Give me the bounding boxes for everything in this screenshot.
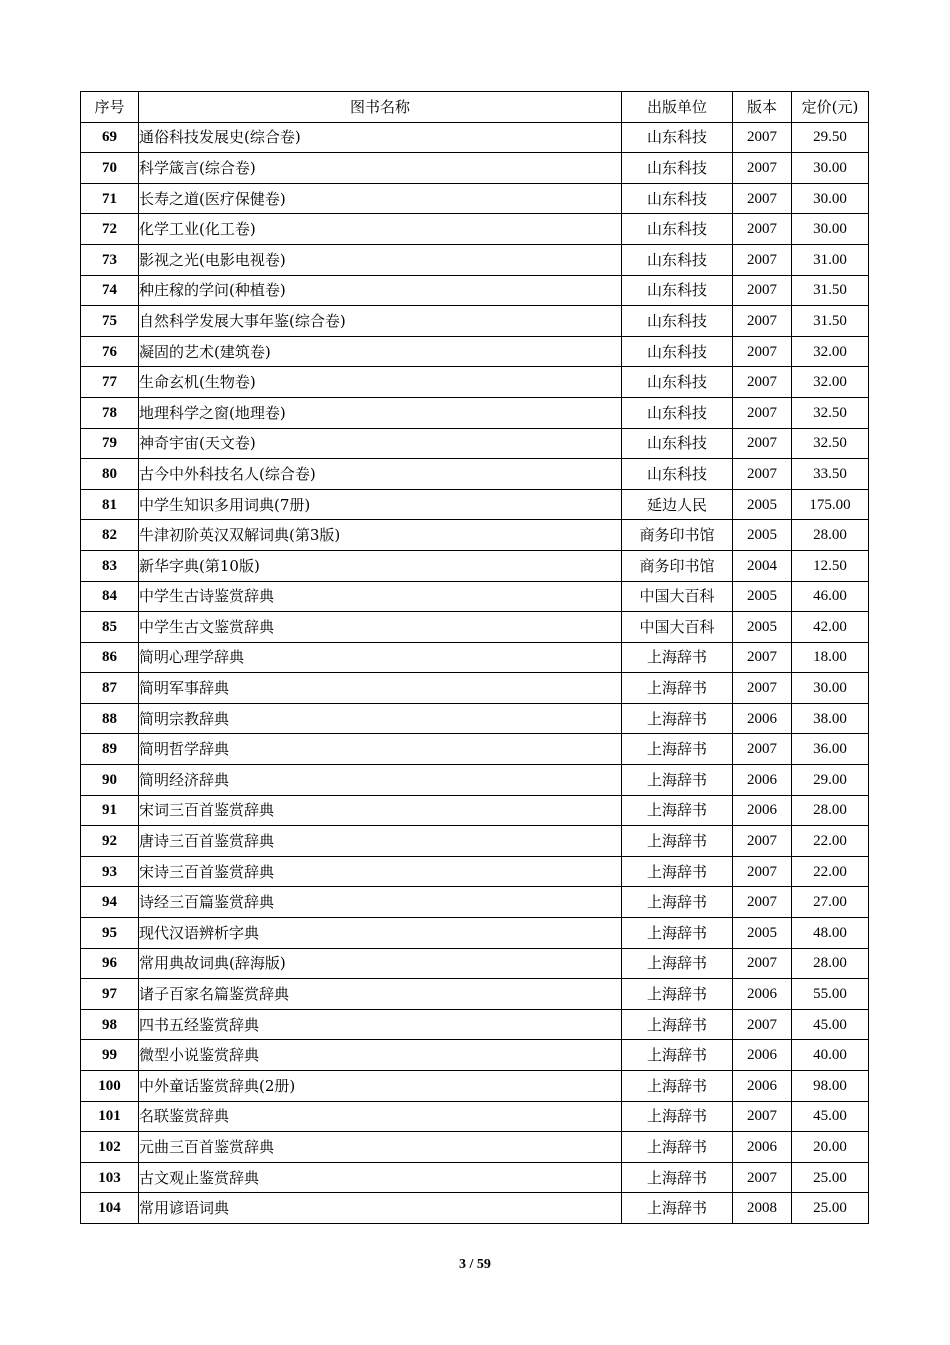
cell-edition: 2005 (733, 612, 792, 643)
cell-price: 30.00 (792, 183, 869, 214)
cell-edition: 2007 (733, 459, 792, 490)
table-row (81, 367, 869, 398)
cell-seq: 81 (81, 489, 139, 520)
table-row (81, 153, 869, 184)
cell-seq: 73 (81, 244, 139, 275)
cell-publisher: 山东科技 (622, 336, 733, 367)
cell-price: 18.00 (792, 642, 869, 673)
header-title: 图书名称 (139, 92, 622, 123)
cell-seq: 88 (81, 703, 139, 734)
cell-edition: 2006 (733, 979, 792, 1010)
cell-publisher: 上海辞书 (622, 765, 733, 796)
table-row (81, 428, 869, 459)
cell-title: 宋词三百首鉴赏辞典 (139, 795, 622, 826)
cell-publisher: 山东科技 (622, 122, 733, 153)
cell-seq: 69 (81, 122, 139, 153)
table-row (81, 244, 869, 275)
cell-edition: 2007 (733, 673, 792, 704)
cell-edition: 2007 (733, 1101, 792, 1132)
table-row (81, 306, 869, 337)
cell-price: 45.00 (792, 1101, 869, 1132)
cell-seq: 85 (81, 612, 139, 643)
cell-price: 22.00 (792, 826, 869, 857)
cell-seq: 70 (81, 153, 139, 184)
cell-price: 32.00 (792, 367, 869, 398)
table-row (81, 1040, 869, 1071)
table-row (81, 642, 869, 673)
cell-price: 45.00 (792, 1009, 869, 1040)
cell-edition: 2007 (733, 275, 792, 306)
table-row (81, 581, 869, 612)
cell-price: 31.50 (792, 275, 869, 306)
cell-title: 化学工业(化工卷) (139, 214, 622, 245)
cell-publisher: 山东科技 (622, 214, 733, 245)
cell-publisher: 上海辞书 (622, 734, 733, 765)
cell-title: 种庄稼的学问(种植卷) (139, 275, 622, 306)
cell-title: 长寿之道(医疗保健卷) (139, 183, 622, 214)
cell-edition: 2005 (733, 489, 792, 520)
cell-edition: 2006 (733, 765, 792, 796)
header-price: 定价(元) (792, 92, 869, 123)
book-list-table (80, 91, 869, 1224)
cell-price: 31.00 (792, 244, 869, 275)
cell-edition: 2008 (733, 1193, 792, 1224)
cell-title: 古今中外科技名人(综合卷) (139, 459, 622, 490)
table-row (81, 887, 869, 918)
cell-edition: 2007 (733, 214, 792, 245)
cell-title: 科学箴言(综合卷) (139, 153, 622, 184)
table-row (81, 336, 869, 367)
table-row (81, 1162, 869, 1193)
header-edition: 版本 (733, 92, 792, 123)
table-row (81, 489, 869, 520)
cell-title: 诸子百家名篇鉴赏辞典 (139, 979, 622, 1010)
cell-edition: 2007 (733, 122, 792, 153)
cell-title: 微型小说鉴赏辞典 (139, 1040, 622, 1071)
cell-title: 古文观止鉴赏辞典 (139, 1162, 622, 1193)
cell-title: 名联鉴赏辞典 (139, 1101, 622, 1132)
cell-title: 简明经济辞典 (139, 765, 622, 796)
cell-title: 中外童话鉴赏辞典(2册) (139, 1071, 622, 1102)
cell-price: 28.00 (792, 795, 869, 826)
cell-publisher: 上海辞书 (622, 795, 733, 826)
cell-price: 29.00 (792, 765, 869, 796)
cell-title: 新华字典(第10版) (139, 550, 622, 581)
cell-publisher: 上海辞书 (622, 948, 733, 979)
table-row (81, 1071, 869, 1102)
cell-seq: 72 (81, 214, 139, 245)
cell-publisher: 上海辞书 (622, 642, 733, 673)
cell-title: 牛津初阶英汉双解词典(第3版) (139, 520, 622, 551)
cell-title: 凝固的艺术(建筑卷) (139, 336, 622, 367)
cell-publisher: 上海辞书 (622, 673, 733, 704)
cell-edition: 2007 (733, 642, 792, 673)
cell-edition: 2006 (733, 1040, 792, 1071)
cell-seq: 83 (81, 550, 139, 581)
cell-seq: 87 (81, 673, 139, 704)
cell-title: 元曲三百首鉴赏辞典 (139, 1132, 622, 1163)
cell-publisher: 上海辞书 (622, 1193, 733, 1224)
cell-price: 22.00 (792, 856, 869, 887)
table-row (81, 1132, 869, 1163)
table-row (81, 550, 869, 581)
cell-edition: 2007 (733, 948, 792, 979)
cell-price: 98.00 (792, 1071, 869, 1102)
cell-seq: 93 (81, 856, 139, 887)
cell-title: 简明军事辞典 (139, 673, 622, 704)
cell-edition: 2007 (733, 153, 792, 184)
cell-title: 简明哲学辞典 (139, 734, 622, 765)
cell-price: 29.50 (792, 122, 869, 153)
cell-edition: 2007 (733, 1162, 792, 1193)
cell-edition: 2006 (733, 795, 792, 826)
cell-publisher: 上海辞书 (622, 703, 733, 734)
cell-price: 27.00 (792, 887, 869, 918)
cell-price: 28.00 (792, 948, 869, 979)
cell-publisher: 上海辞书 (622, 887, 733, 918)
cell-title: 宋诗三百首鉴赏辞典 (139, 856, 622, 887)
cell-publisher: 商务印书馆 (622, 550, 733, 581)
cell-publisher: 山东科技 (622, 183, 733, 214)
cell-seq: 95 (81, 918, 139, 949)
table-row (81, 1009, 869, 1040)
cell-price: 32.50 (792, 428, 869, 459)
cell-price: 38.00 (792, 703, 869, 734)
cell-publisher: 上海辞书 (622, 856, 733, 887)
cell-title: 唐诗三百首鉴赏辞典 (139, 826, 622, 857)
cell-publisher: 山东科技 (622, 244, 733, 275)
cell-edition: 2007 (733, 244, 792, 275)
cell-edition: 2006 (733, 703, 792, 734)
table-row (81, 826, 869, 857)
cell-price: 30.00 (792, 214, 869, 245)
cell-title: 现代汉语辨析字典 (139, 918, 622, 949)
cell-publisher: 上海辞书 (622, 1071, 733, 1102)
cell-edition: 2007 (733, 734, 792, 765)
cell-title: 地理科学之窗(地理卷) (139, 397, 622, 428)
cell-publisher: 上海辞书 (622, 1009, 733, 1040)
cell-price: 32.50 (792, 397, 869, 428)
cell-publisher: 中国大百科 (622, 612, 733, 643)
table-row (81, 1193, 869, 1224)
cell-publisher: 上海辞书 (622, 1162, 733, 1193)
cell-edition: 2007 (733, 397, 792, 428)
cell-title: 中学生古文鉴赏辞典 (139, 612, 622, 643)
cell-price: 46.00 (792, 581, 869, 612)
cell-price: 31.50 (792, 306, 869, 337)
cell-edition: 2007 (733, 428, 792, 459)
cell-price: 36.00 (792, 734, 869, 765)
cell-title: 简明宗教辞典 (139, 703, 622, 734)
cell-publisher: 中国大百科 (622, 581, 733, 612)
header-publisher: 出版单位 (622, 92, 733, 123)
cell-seq: 89 (81, 734, 139, 765)
cell-publisher: 山东科技 (622, 428, 733, 459)
cell-seq: 75 (81, 306, 139, 337)
cell-price: 12.50 (792, 550, 869, 581)
cell-edition: 2005 (733, 520, 792, 551)
cell-price: 32.00 (792, 336, 869, 367)
cell-publisher: 山东科技 (622, 367, 733, 398)
cell-edition: 2006 (733, 1132, 792, 1163)
table-row (81, 459, 869, 490)
cell-publisher: 上海辞书 (622, 1040, 733, 1071)
cell-seq: 78 (81, 397, 139, 428)
cell-price: 28.00 (792, 520, 869, 551)
cell-seq: 91 (81, 795, 139, 826)
cell-edition: 2007 (733, 826, 792, 857)
cell-edition: 2007 (733, 183, 792, 214)
table-row (81, 918, 869, 949)
table-row (81, 673, 869, 704)
cell-publisher: 上海辞书 (622, 1101, 733, 1132)
table-row (81, 275, 869, 306)
table-row (81, 520, 869, 551)
cell-edition: 2007 (733, 1009, 792, 1040)
cell-seq: 82 (81, 520, 139, 551)
cell-seq: 104 (81, 1193, 139, 1224)
cell-price: 30.00 (792, 673, 869, 704)
cell-publisher: 山东科技 (622, 275, 733, 306)
cell-title: 自然科学发展大事年鉴(综合卷) (139, 306, 622, 337)
cell-seq: 98 (81, 1009, 139, 1040)
cell-title: 简明心理学辞典 (139, 642, 622, 673)
cell-seq: 94 (81, 887, 139, 918)
cell-edition: 2007 (733, 887, 792, 918)
cell-seq: 102 (81, 1132, 139, 1163)
table-header-row (81, 92, 869, 123)
cell-publisher: 山东科技 (622, 306, 733, 337)
cell-publisher: 上海辞书 (622, 1132, 733, 1163)
cell-title: 中学生知识多用词典(7册) (139, 489, 622, 520)
cell-title: 四书五经鉴赏辞典 (139, 1009, 622, 1040)
table-row (81, 397, 869, 428)
cell-seq: 77 (81, 367, 139, 398)
cell-price: 20.00 (792, 1132, 869, 1163)
cell-seq: 99 (81, 1040, 139, 1071)
table-row (81, 122, 869, 153)
table-body (81, 122, 869, 1223)
cell-publisher: 山东科技 (622, 397, 733, 428)
cell-seq: 103 (81, 1162, 139, 1193)
cell-title: 神奇宇宙(天文卷) (139, 428, 622, 459)
page-number: 3 / 59 (459, 1257, 491, 1272)
cell-edition: 2007 (733, 856, 792, 887)
cell-seq: 80 (81, 459, 139, 490)
table-row (81, 1101, 869, 1132)
cell-seq: 101 (81, 1101, 139, 1132)
cell-price: 33.50 (792, 459, 869, 490)
table-row (81, 612, 869, 643)
cell-seq: 96 (81, 948, 139, 979)
cell-seq: 92 (81, 826, 139, 857)
cell-seq: 71 (81, 183, 139, 214)
cell-title: 诗经三百篇鉴赏辞典 (139, 887, 622, 918)
cell-seq: 90 (81, 765, 139, 796)
cell-edition: 2005 (733, 581, 792, 612)
cell-publisher: 延边人民 (622, 489, 733, 520)
table-row (81, 183, 869, 214)
table-row (81, 979, 869, 1010)
cell-price: 42.00 (792, 612, 869, 643)
cell-price: 48.00 (792, 918, 869, 949)
cell-seq: 100 (81, 1071, 139, 1102)
cell-seq: 84 (81, 581, 139, 612)
table-row (81, 214, 869, 245)
cell-seq: 79 (81, 428, 139, 459)
cell-price: 175.00 (792, 489, 869, 520)
cell-title: 通俗科技发展史(综合卷) (139, 122, 622, 153)
table-row (81, 856, 869, 887)
cell-publisher: 商务印书馆 (622, 520, 733, 551)
cell-title: 常用典故词典(辞海版) (139, 948, 622, 979)
cell-title: 常用谚语词典 (139, 1193, 622, 1224)
cell-title: 生命玄机(生物卷) (139, 367, 622, 398)
cell-seq: 74 (81, 275, 139, 306)
cell-edition: 2007 (733, 367, 792, 398)
cell-seq: 97 (81, 979, 139, 1010)
cell-price: 25.00 (792, 1162, 869, 1193)
cell-edition: 2007 (733, 306, 792, 337)
cell-seq: 76 (81, 336, 139, 367)
cell-publisher: 上海辞书 (622, 918, 733, 949)
table-row (81, 703, 869, 734)
cell-publisher: 上海辞书 (622, 979, 733, 1010)
cell-publisher: 山东科技 (622, 153, 733, 184)
cell-edition: 2007 (733, 336, 792, 367)
header-seq: 序号 (81, 92, 139, 123)
table-row (81, 765, 869, 796)
cell-publisher: 山东科技 (622, 459, 733, 490)
table-row (81, 734, 869, 765)
cell-price: 25.00 (792, 1193, 869, 1224)
cell-edition: 2005 (733, 918, 792, 949)
cell-price: 40.00 (792, 1040, 869, 1071)
cell-title: 中学生古诗鉴赏辞典 (139, 581, 622, 612)
cell-price: 30.00 (792, 153, 869, 184)
table-row (81, 948, 869, 979)
cell-seq: 86 (81, 642, 139, 673)
cell-edition: 2006 (733, 1071, 792, 1102)
cell-price: 55.00 (792, 979, 869, 1010)
cell-title: 影视之光(电影电视卷) (139, 244, 622, 275)
cell-edition: 2004 (733, 550, 792, 581)
table-row (81, 795, 869, 826)
cell-publisher: 上海辞书 (622, 826, 733, 857)
